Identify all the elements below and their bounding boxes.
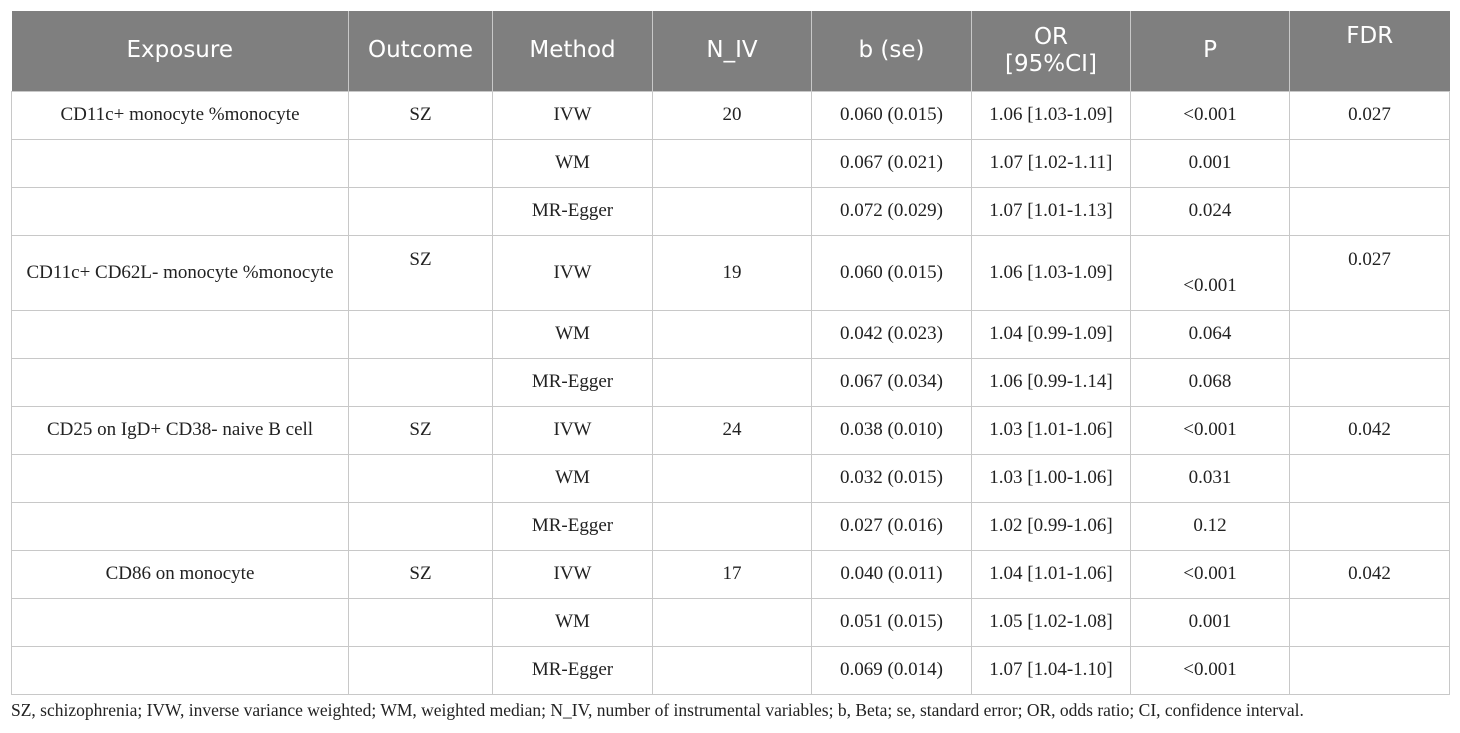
- cell-outcome: [349, 310, 493, 358]
- cell-exposure: [12, 646, 349, 694]
- table-row: [12, 406, 1450, 454]
- cell-method: MR-Egger: [493, 646, 653, 694]
- results-table-container: [11, 11, 1449, 695]
- cell-outcome: [349, 187, 493, 235]
- table-footnote: SZ, schizophrenia; IVW, inverse variance weighted; WM, weighted median; N_IV, number of instrumental variables; b, Beta; se, standard error; OR, odds ratio; CI, confidence interval.: [11, 700, 1304, 720]
- header-row: [12, 11, 1450, 91]
- cell-b-se: 0.069 (0.014): [812, 646, 972, 694]
- table-row: [12, 139, 1450, 187]
- cell-exposure: [12, 358, 349, 406]
- cell-outcome: [349, 454, 493, 502]
- header-n-iv: N_IV: [653, 11, 812, 91]
- cell-exposure: CD86 on monocyte: [12, 550, 349, 598]
- cell-b-se: 0.072 (0.029): [812, 187, 972, 235]
- cell-exposure: [12, 502, 349, 550]
- cell-exposure: CD25 on IgD+ CD38- naive B cell: [12, 406, 349, 454]
- cell-p: 0.031: [1131, 454, 1290, 502]
- cell-n-iv: [653, 187, 812, 235]
- cell-or-ci: 1.02 [0.99-1.06]: [972, 502, 1131, 550]
- cell-outcome: SZ: [349, 235, 493, 310]
- cell-method: WM: [493, 598, 653, 646]
- cell-n-iv: [653, 139, 812, 187]
- cell-exposure: CD11c+ CD62L- monocyte %monocyte: [12, 235, 349, 310]
- cell-p: <0.001: [1131, 406, 1290, 454]
- cell-b-se: 0.067 (0.021): [812, 139, 972, 187]
- cell-n-iv: [653, 310, 812, 358]
- cell-b-se: 0.067 (0.034): [812, 358, 972, 406]
- cell-n-iv: 24: [653, 406, 812, 454]
- cell-fdr: [1290, 454, 1450, 502]
- header-p: P: [1131, 11, 1290, 91]
- cell-or-ci: 1.06 [0.99-1.14]: [972, 358, 1131, 406]
- cell-p: <0.001: [1131, 91, 1290, 139]
- cell-exposure: CD11c+ monocyte %monocyte: [12, 91, 349, 139]
- cell-or-ci: 1.07 [1.04-1.10]: [972, 646, 1131, 694]
- table-row: [12, 235, 1450, 310]
- cell-or-ci: 1.03 [1.01-1.06]: [972, 406, 1131, 454]
- cell-b-se: 0.042 (0.023): [812, 310, 972, 358]
- table-row: [12, 646, 1450, 694]
- table-row: [12, 454, 1450, 502]
- cell-outcome: [349, 502, 493, 550]
- cell-method: MR-Egger: [493, 502, 653, 550]
- mr-results-table: [11, 11, 1450, 695]
- cell-p: <0.001: [1131, 235, 1290, 310]
- cell-method: IVW: [493, 406, 653, 454]
- cell-method: IVW: [493, 550, 653, 598]
- cell-fdr: 0.042: [1290, 550, 1450, 598]
- cell-p: 0.024: [1131, 187, 1290, 235]
- cell-or-ci: 1.04 [0.99-1.09]: [972, 310, 1131, 358]
- cell-outcome: [349, 646, 493, 694]
- cell-outcome: [349, 598, 493, 646]
- cell-b-se: 0.060 (0.015): [812, 91, 972, 139]
- header-method: Method: [493, 11, 653, 91]
- cell-outcome: SZ: [349, 406, 493, 454]
- cell-or-ci: 1.06 [1.03-1.09]: [972, 91, 1131, 139]
- cell-method: WM: [493, 139, 653, 187]
- cell-n-iv: [653, 646, 812, 694]
- cell-n-iv: 20: [653, 91, 812, 139]
- cell-n-iv: 17: [653, 550, 812, 598]
- cell-or-ci: 1.03 [1.00-1.06]: [972, 454, 1131, 502]
- cell-n-iv: [653, 454, 812, 502]
- cell-p: 0.068: [1131, 358, 1290, 406]
- header-or-line1: OR: [1033, 23, 1069, 50]
- table-row: [12, 187, 1450, 235]
- cell-fdr: [1290, 187, 1450, 235]
- cell-fdr: [1290, 358, 1450, 406]
- cell-n-iv: [653, 502, 812, 550]
- cell-or-ci: 1.07 [1.02-1.11]: [972, 139, 1131, 187]
- cell-fdr: 0.027: [1290, 235, 1450, 310]
- header-b-se: b (se): [812, 11, 972, 91]
- cell-fdr: [1290, 310, 1450, 358]
- table-row: [12, 598, 1450, 646]
- cell-b-se: 0.040 (0.011): [812, 550, 972, 598]
- header-or-line2: [95%CI]: [1005, 50, 1097, 77]
- cell-b-se: 0.060 (0.015): [812, 235, 972, 310]
- cell-exposure: [12, 187, 349, 235]
- cell-or-ci: 1.04 [1.01-1.06]: [972, 550, 1131, 598]
- cell-exposure: [12, 139, 349, 187]
- cell-method: IVW: [493, 91, 653, 139]
- cell-method: WM: [493, 310, 653, 358]
- cell-fdr: [1290, 646, 1450, 694]
- cell-b-se: 0.051 (0.015): [812, 598, 972, 646]
- cell-or-ci: 1.06 [1.03-1.09]: [972, 235, 1131, 310]
- cell-n-iv: [653, 598, 812, 646]
- cell-method: WM: [493, 454, 653, 502]
- cell-b-se: 0.032 (0.015): [812, 454, 972, 502]
- table-header: [12, 11, 1450, 91]
- cell-b-se: 0.038 (0.010): [812, 406, 972, 454]
- cell-n-iv: [653, 358, 812, 406]
- table-row: [12, 502, 1450, 550]
- cell-exposure: [12, 310, 349, 358]
- cell-or-ci: 1.07 [1.01-1.13]: [972, 187, 1131, 235]
- table-body: [12, 91, 1450, 694]
- header-or-ci: [972, 11, 1131, 91]
- table-row: [12, 550, 1450, 598]
- cell-outcome: SZ: [349, 91, 493, 139]
- cell-b-se: 0.027 (0.016): [812, 502, 972, 550]
- table-row: [12, 310, 1450, 358]
- cell-method: MR-Egger: [493, 187, 653, 235]
- cell-exposure: [12, 454, 349, 502]
- cell-p: 0.12: [1131, 502, 1290, 550]
- header-outcome: Outcome: [349, 11, 493, 91]
- cell-fdr: [1290, 598, 1450, 646]
- cell-p: <0.001: [1131, 646, 1290, 694]
- cell-p: <0.001: [1131, 550, 1290, 598]
- cell-exposure: [12, 598, 349, 646]
- cell-fdr: [1290, 502, 1450, 550]
- cell-p: 0.001: [1131, 598, 1290, 646]
- table-row: [12, 91, 1450, 139]
- cell-method: IVW: [493, 235, 653, 310]
- cell-p: 0.064: [1131, 310, 1290, 358]
- cell-n-iv: 19: [653, 235, 812, 310]
- cell-method: MR-Egger: [493, 358, 653, 406]
- table-row: [12, 358, 1450, 406]
- cell-outcome: SZ: [349, 550, 493, 598]
- cell-p: 0.001: [1131, 139, 1290, 187]
- cell-outcome: [349, 139, 493, 187]
- header-fdr: FDR: [1290, 11, 1450, 91]
- cell-fdr: [1290, 139, 1450, 187]
- header-exposure: Exposure: [12, 11, 349, 91]
- cell-outcome: [349, 358, 493, 406]
- cell-or-ci: 1.05 [1.02-1.08]: [972, 598, 1131, 646]
- cell-fdr: 0.027: [1290, 91, 1450, 139]
- cell-fdr: 0.042: [1290, 406, 1450, 454]
